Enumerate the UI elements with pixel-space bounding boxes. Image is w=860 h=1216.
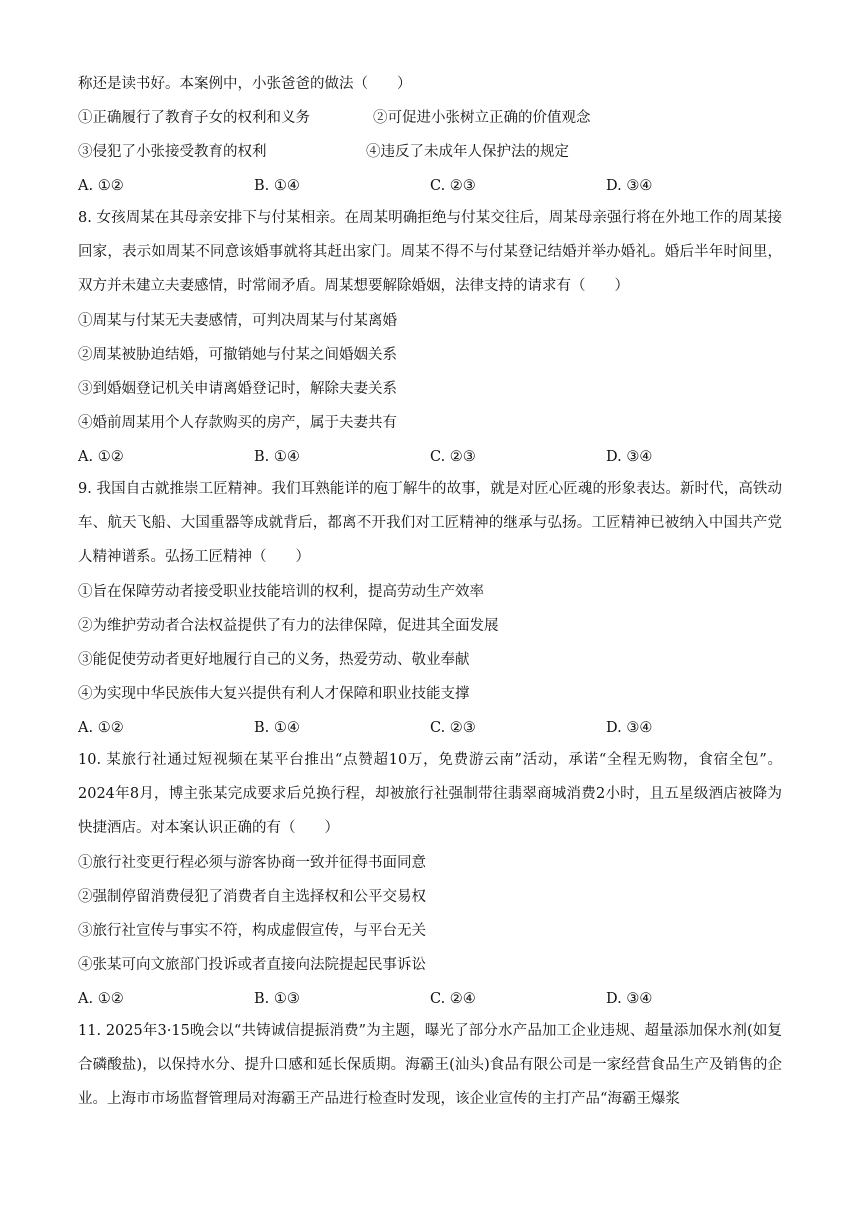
answer-b[interactable]: B. ①③ [254,991,300,1007]
q8-option-4: ④婚前周某用个人存款购买的房产，属于夫妻共有 [78,415,397,431]
q8-option-3: ③到婚姻登记机关申请离婚登记时，解除夫妻关系 [78,381,397,397]
q7-option-2: ②可促进小张树立正确的价值观念 [373,110,591,126]
q9-stem: 9. 我国自古就推崇工匠精神。我们耳熟能详的庖丁解牛的故事，就是对匠心匠魂的形象表达。新时代，高铁动车、航天飞船、大国重器等成就背后，都离不开我们对工匠精神的继承与弘扬。工匠精神已被纳入中国共产党人精神谱系。弘扬工匠精神（ ） [78,481,782,565]
answer-c[interactable]: C. ②③ [430,178,476,194]
answer-c[interactable]: C. ②③ [430,449,476,465]
answer-b[interactable]: B. ①④ [254,449,300,465]
answer-c[interactable]: C. ②③ [430,720,476,736]
q11-stem: 11. 2025年3·15晚会以“共铸诚信提振消费”为主题，曝光了部分水产品加工企业违规、超量添加保水剂(如复合磷酸盐)，以保持水分、提升口感和延长保质期。海霸王(汕头)食品有限公司是一家经营食品生产及销售的企业。上海市市场监督管理局对海霸王产品进行检查时发现，该企业宣传的主打产品“海霸王爆浆 [78,1023,782,1107]
q7-option-1: ①正确履行了教育子女的权利和义务 [78,110,310,126]
q8-option-2: ②周某被胁迫结婚，可撤销她与付某之间婚姻关系 [78,347,397,363]
answer-d[interactable]: D. ③④ [606,449,653,465]
answer-a[interactable]: A. ①② [78,449,124,465]
answer-a[interactable]: A. ①② [78,720,124,736]
answer-b[interactable]: B. ①④ [254,178,300,194]
answer-a[interactable]: A. ①② [78,991,124,1007]
q9-option-4: ④为实现中华民族伟大复兴提供有利人才保障和职业技能支撑 [78,686,470,702]
answer-d[interactable]: D. ③④ [606,720,653,736]
answer-c[interactable]: C. ②④ [430,991,476,1007]
q7-stem-tail: 称还是读书好。本案例中，小张爸爸的做法（ ） [78,76,412,92]
q10-option-2: ②强制停留消费侵犯了消费者自主选择权和公平交易权 [78,889,426,905]
q10-option-3: ③旅行社宣传与事实不符，构成虚假宣传，与平台无关 [78,923,426,939]
answer-d[interactable]: D. ③④ [606,178,653,194]
q8-option-1: ①周某与付某无夫妻感情，可判决周某与付某离婚 [78,313,397,329]
q7-option-4: ④违反了未成年人保护法的规定 [366,144,569,160]
answer-a[interactable]: A. ①② [78,178,124,194]
q10-option-1: ①旅行社变更行程必须与游客协商一致并征得书面同意 [78,855,426,871]
q10-stem: 10. 某旅行社通过短视频在某平台推出“点赞超10万，免费游云南”活动，承诺“全程无购物，食宿全包”。2024年8月，博主张某完成要求后兑换行程，却被旅行社强制带往翡翠商城消费2小时，且五星级酒店被降为快捷酒店。对本案认识正确的有（ ） [78,752,782,836]
q7-option-3: ③侵犯了小张接受教育的权利 [78,144,267,160]
answer-d[interactable]: D. ③④ [606,991,653,1007]
q8-stem: 8. 女孩周某在其母亲安排下与付某相亲。在周某明确拒绝与付某交往后，周某母亲强行将在外地工作的周某接回家，表示如周某不同意该婚事就将其赶出家门。周某不得不与付某登记结婚并举办婚礼。婚后半年时间里，双方并未建立夫妻感情，时常闹矛盾。周某想要解除婚姻，法律支持的请求有（ ） [78,210,782,294]
q9-option-1: ①旨在保障劳动者接受职业技能培训的权利，提高劳动生产效率 [78,584,484,600]
q9-option-2: ②为维护劳动者合法权益提供了有力的法律保障，促进其全面发展 [78,618,499,634]
q9-option-3: ③能促使劳动者更好地履行自己的义务，热爱劳动、敬业奉献 [78,652,470,668]
q10-option-4: ④张某可向文旅部门投诉或者直接向法院提起民事诉讼 [78,957,426,973]
answer-b[interactable]: B. ①④ [254,720,300,736]
